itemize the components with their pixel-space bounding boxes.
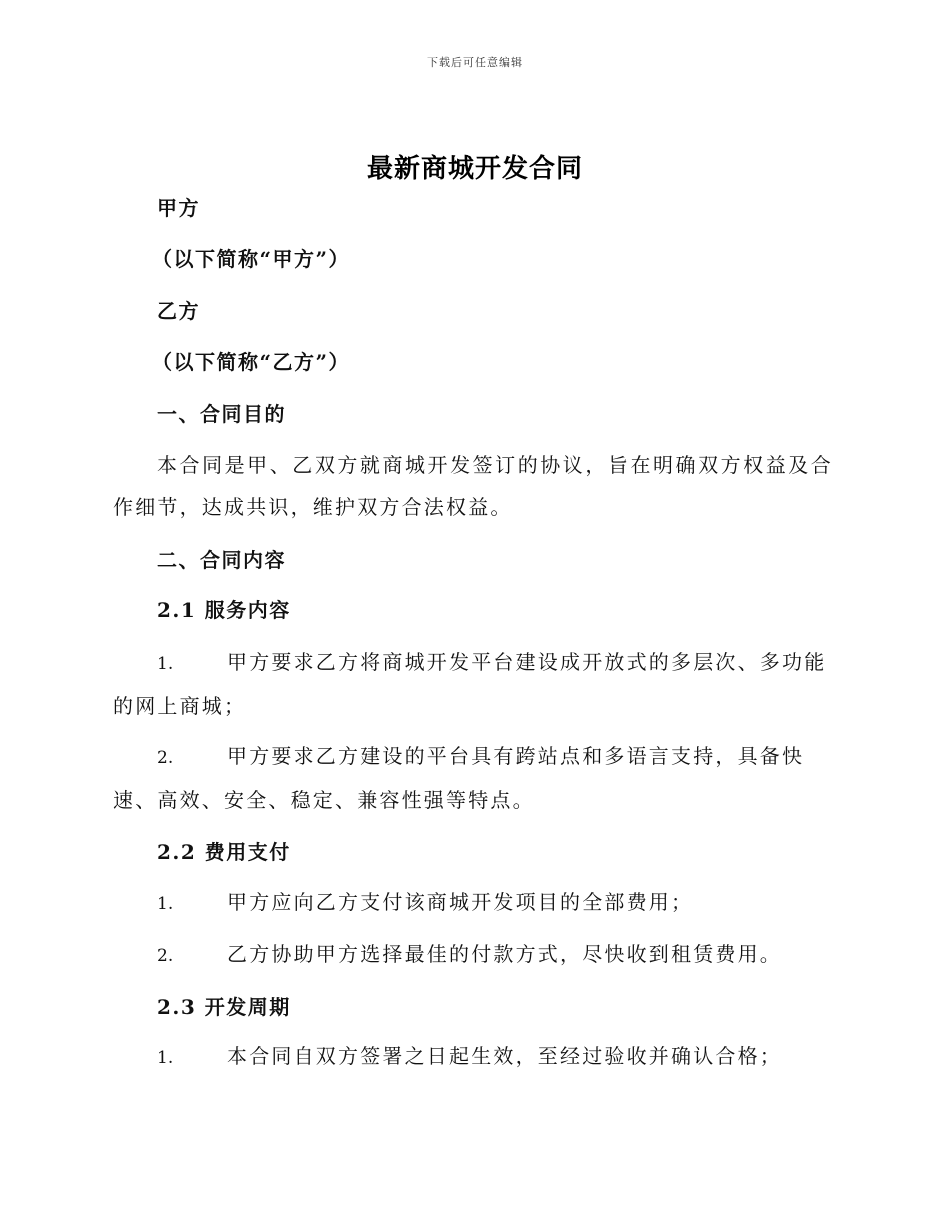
list-item-text: 甲方应向乙方支付该商城开发项目的全部费用； (227, 890, 694, 914)
party-a-label: 甲方 (157, 196, 200, 220)
subsection-2-2-heading: 2.2 费用支付 (157, 840, 291, 864)
subsection-2-3-heading: 2.3 开发周期 (157, 995, 291, 1019)
section-1-heading: 一、合同目的 (157, 402, 286, 426)
list-item-text: 甲方要求乙方将商城开发平台建设成开放式的多层次、多功能的网上商城； (113, 650, 827, 718)
list-item-text: 甲方要求乙方建设的平台具有跨站点和多语言支持，具备快速、高效、安全、稳定、兼容性强等特点。 (113, 744, 805, 812)
list-item: 1. 本合同自双方签署之日起生效，至经过验收并确认合格； (157, 1044, 782, 1068)
party-b-note: （以下简称“乙方”） (152, 350, 351, 374)
list-item: 1. 甲方应向乙方支付该商城开发项目的全部费用； (157, 890, 694, 914)
list-item: 2. 甲方要求乙方建设的平台具有跨站点和多语言支持，具备快速、高效、安全、稳定、兼容性强等特点。 (113, 744, 805, 812)
list-item-text: 本合同自双方签署之日起生效，至经过验收并确认合格； (227, 1044, 782, 1068)
header-note: 下载后可任意编辑 (427, 56, 523, 69)
subsection-2-1-heading: 2.1 服务内容 (157, 598, 291, 622)
party-a-note: （以下简称“甲方”） (152, 247, 351, 271)
section-2-heading: 二、合同内容 (157, 548, 286, 572)
list-item: 1. 甲方要求乙方将商城开发平台建设成开放式的多层次、多功能的网上商城； (113, 650, 827, 718)
section-1-body: 本合同是甲、乙双方就商城开发签订的协议，旨在明确双方权益及合作细节，达成共识，维护双方合法权益。 (113, 453, 833, 519)
document-title: 最新商城开发合同 (366, 154, 583, 184)
party-b-label: 乙方 (157, 299, 200, 323)
list-item-text: 乙方协助甲方选择最佳的付款方式，尽快收到租赁费用。 (227, 942, 782, 966)
list-item: 2. 乙方协助甲方选择最佳的付款方式，尽快收到租赁费用。 (157, 942, 782, 966)
